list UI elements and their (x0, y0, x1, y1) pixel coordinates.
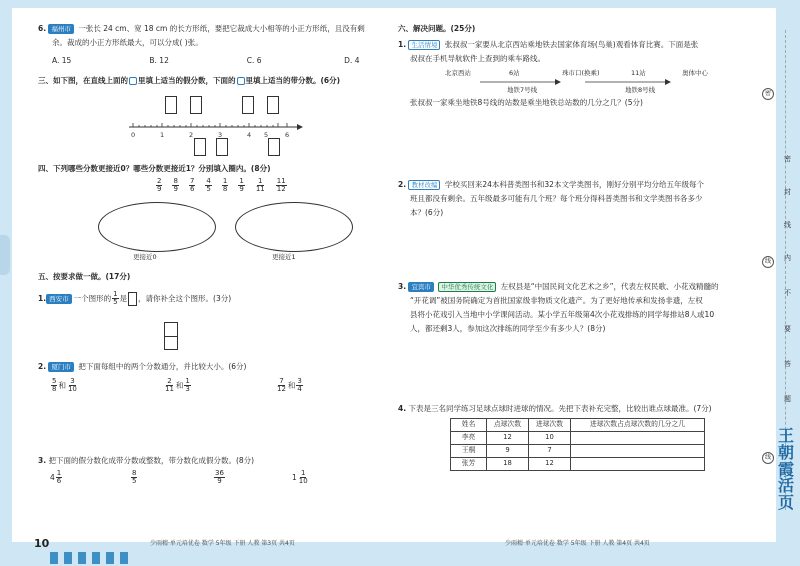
question-number: 4. (398, 404, 407, 413)
sec6-question-2-line3: 本？(6分) (410, 208, 444, 217)
convert-item-2: $\frac{8}{5}$ (132, 469, 137, 486)
fraction: $\frac{8}{9}$ (173, 177, 178, 194)
question-text: 左权县是“中国民间文化艺术之乡”，代表左权民歌、小花戏精髓的 (500, 282, 719, 292)
tick-label: 6 (285, 131, 290, 137)
table-row: 王桐 9 7 (451, 445, 705, 458)
table-header-row (451, 419, 705, 432)
fraction: $\frac{1}{11}$ (255, 177, 265, 194)
question-6-options (52, 56, 392, 66)
question-number: 6. (38, 24, 47, 34)
question-text: ，请你补全这个图形。(3分) (138, 293, 232, 303)
fraction: $\frac{2}{9}$ (157, 177, 162, 194)
region-tag: 宜宾市 (408, 282, 434, 292)
convert-item-3: $\frac{36}{9}$ (215, 469, 224, 486)
table-row: 张芳 18 12 (451, 458, 705, 471)
route-seg2: 11站 (631, 69, 646, 77)
fraction-pair-1: $\frac{5}{8}$ 和 $\frac{3}{10}$ (52, 377, 77, 394)
route-mid: 珠市口(换乘) (562, 69, 600, 77)
answer-box-bottom[interactable] (194, 138, 206, 156)
question-text: 学校买回来24本科普类图书和32本文学类图书，刚好分别平均分给五年级每个 (444, 180, 704, 190)
fraction-list (155, 178, 288, 194)
fraction: $\frac{4}{5}$ (206, 177, 211, 194)
fraction-pair-2: $\frac{2}{11}$ 和 $\frac{1}{3}$ (165, 377, 190, 394)
sec6-question-1 (398, 40, 738, 50)
label-closer-to-0: 更接近0 (133, 253, 157, 261)
question-number: 3. (38, 456, 47, 465)
title-part: 三、如下图，在直线上面的 (38, 76, 128, 85)
seal-char: 封 (784, 188, 791, 196)
section-5-title: 五、按要求做一做。(17分) (38, 272, 131, 281)
tick-label: 2 (189, 131, 194, 137)
penalty-table (450, 418, 705, 471)
number-line (125, 115, 305, 137)
figure-divider (164, 336, 178, 337)
seal-char: 要 (784, 325, 791, 333)
table-header: 进球次数占点球次数的几分之几 (571, 419, 705, 432)
route-arrows (470, 76, 690, 88)
convert-item-1: 4 $\frac{1}{6}$ (50, 469, 62, 486)
page-number: 10 (34, 537, 50, 550)
table-header: 姓名 (451, 419, 487, 432)
fraction: $\frac{1}{8}$ (222, 177, 228, 194)
option-b[interactable]: B. 12 (149, 56, 169, 65)
route-start: 北京西站 (445, 69, 471, 77)
answer-box-bottom[interactable] (268, 138, 280, 156)
tick-label: 5 (264, 131, 269, 137)
sec6-question-1-line3: 张叔叔一家乘坐地铁8号线的站数是乘坐地铁总站数的几分之几？(5分) (410, 98, 643, 107)
question-text: 把下面的假分数化成带分数或整数，带分数化成假分数。(8分) (48, 456, 255, 465)
seal-char: 答 (784, 360, 791, 368)
box-icon (129, 77, 137, 85)
fraction-pair-3: $\frac{7}{12}$ 和 $\frac{3}{4}$ (277, 377, 302, 394)
route-line1: 地铁7号线 (507, 86, 538, 94)
sec5-question-1 (38, 291, 388, 307)
answer-cell[interactable] (571, 445, 705, 458)
sec6-question-4 (398, 404, 743, 414)
tick-label: 3 (218, 131, 223, 137)
label-closer-to-1: 更接近1 (272, 253, 296, 261)
option-c[interactable]: C. 6 (246, 56, 262, 65)
tick-label: 1 (160, 131, 165, 137)
fraction: $\frac{1}{9}$ (239, 177, 244, 194)
seal-circle: 密 (762, 88, 774, 100)
option-a[interactable]: A. 15 (52, 56, 72, 65)
sec6-question-2 (398, 180, 743, 190)
seal-char: 内 (784, 254, 791, 262)
context-tag: 教材改编 (408, 180, 440, 190)
seal-char: 密 (784, 155, 791, 163)
seal-char: 线 (784, 221, 791, 229)
seal-char: 不 (784, 289, 791, 297)
section-6-title: 六、解决问题。(25分) (398, 24, 476, 33)
box-icon (237, 77, 245, 85)
answer-box-top[interactable] (165, 96, 177, 114)
question-text: 是 (119, 293, 128, 303)
region-tag: 福州市 (48, 24, 74, 34)
question-text: 张叔叔一家要从北京西站乘地铁去国家体育场(鸟巢)观看体育比赛。下面是张 (444, 40, 699, 50)
answer-box-top[interactable] (242, 96, 254, 114)
title-part: 里填上适当的带分数。(6分) (245, 76, 341, 85)
footer-right: 少雨精·单元培优卷 数学 5年级 下册 人教 第4页 共4页 (505, 540, 650, 547)
question-text: 把下面每组中的两个分数通分，并比较大小。(6分) (78, 362, 247, 372)
fraction: $\frac{11}{12}$ (276, 177, 286, 194)
section-4-title: 四、下列哪些分数更接近0？哪些分数更接近1？分别填入圈内。(8分) (38, 164, 271, 173)
seal-circle: 线 (762, 256, 774, 268)
seal-char: 题 (784, 395, 791, 403)
sec6-question-2-line2: 班且都没有剩余。五年级最多可能有几个班？每个班分得科普类图书和文学类图书各多少 (410, 194, 703, 203)
sec6-question-3-line3: 县将小花戏引入当地中小学课间活动。某小学五年级第4次小花戏排练的同学每排站8人或10 (410, 310, 715, 319)
route-line2: 地铁8号线 (625, 86, 656, 94)
question-number: 1. (398, 40, 407, 50)
tick-label: 0 (131, 131, 136, 137)
tick-label: 4 (247, 131, 252, 137)
ellipse-closer-to-0[interactable] (98, 202, 216, 252)
sec5-question-3 (38, 456, 388, 466)
context-tag: 生活情境 (408, 40, 440, 50)
table-header: 点球次数 (487, 419, 529, 432)
footer-left: 少雨精·单元培优卷 数学 5年级 下册 人教 第3页 共4页 (150, 540, 295, 547)
question-number: 3. (398, 282, 407, 292)
question-number: 2. (38, 362, 47, 372)
sec5-question-2 (38, 362, 388, 372)
answer-cell[interactable] (571, 458, 705, 471)
table-row: 李亮 12 10 (451, 432, 705, 445)
convert-item-4: 1 $\frac{1}{10}$ (292, 469, 308, 486)
question-6 (38, 24, 388, 34)
small-rect-shape (128, 292, 137, 306)
region-tag: 西安市 (46, 294, 72, 304)
option-d[interactable]: D. 4 (344, 56, 360, 65)
table-header: 进球次数 (529, 419, 571, 432)
bottom-stripes (50, 552, 128, 564)
title-part: 里填上适当的假分数，下面的 (138, 76, 236, 85)
sec6-question-3-line4: 人，都还剩3人，参加这次排练的同学至少有多少人？(8分) (410, 324, 606, 333)
sec6-question-3 (398, 282, 743, 292)
answer-box-top[interactable] (190, 96, 202, 114)
region-tag: 厦门市 (48, 362, 74, 372)
question-6-line2 (52, 38, 392, 48)
question-text: 下表是三名同学练习足球点球时进球的情况。先把下表补充完整，比较出谁点球最准。(7分) (408, 404, 712, 413)
seal-circle: 线 (762, 452, 774, 464)
route-seg1: 6站 (509, 69, 520, 77)
answer-box-top[interactable] (267, 96, 279, 114)
answer-box-bottom[interactable] (216, 138, 228, 156)
fraction: $\frac{1}{5}$ (113, 290, 118, 307)
question-text: 一个图形的 (73, 293, 112, 303)
binding-tab (0, 235, 10, 275)
fraction: $\frac{7}{6}$ (189, 177, 195, 194)
sec6-question-1-line2: 叔叔在手机导航软件上查到的乘车路线。 (410, 54, 545, 63)
question-number: 1. (38, 293, 47, 303)
ellipse-closer-to-1[interactable] (235, 202, 353, 252)
question-text: 余。裁成的小正方形纸最大，可以分成( )张。 (52, 38, 203, 47)
culture-tag: 中华优秀传统文化 (438, 282, 496, 292)
section-3-title (38, 76, 398, 86)
answer-cell[interactable] (571, 432, 705, 445)
sec6-question-3-line2: “开花调”被国务院确定为首批国家级非物质文化遗产。为了更好地传承和发扬非遗，左权 (410, 296, 703, 305)
question-text: 一张长 24 cm、宽 18 cm 的长方形纸，要把它裁成大小相等的小正方形纸，且没有剩 (78, 24, 365, 34)
route-end: 奥体中心 (682, 69, 708, 77)
question-number: 2. (398, 180, 407, 190)
brand-logo: 王 朝 霞 活 页 (777, 426, 794, 513)
